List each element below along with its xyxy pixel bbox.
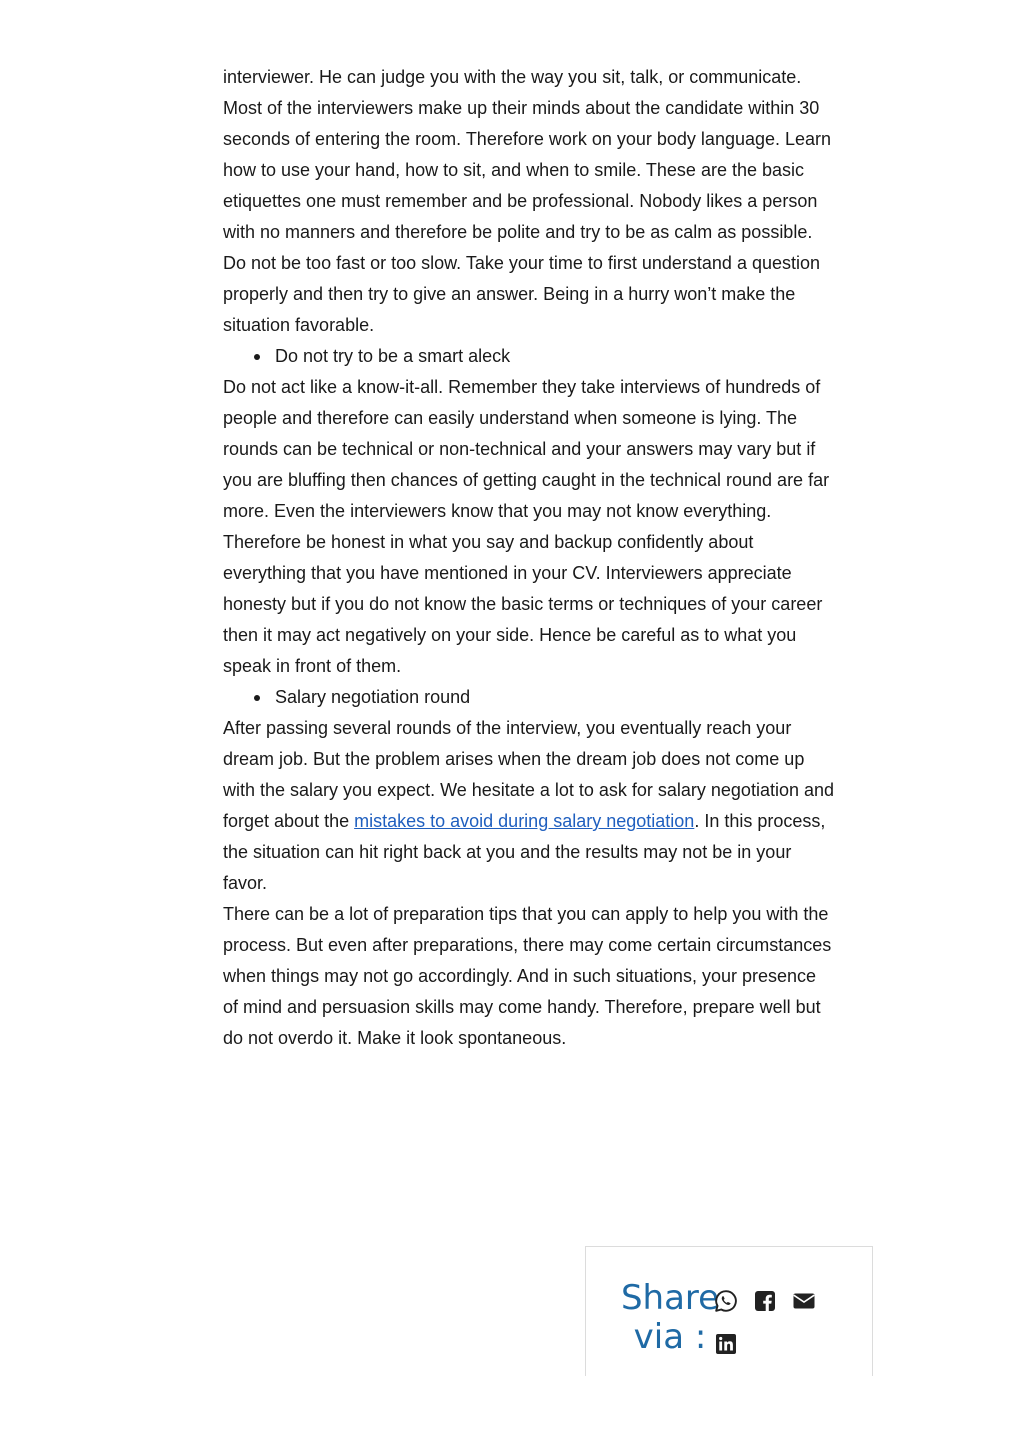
linkedin-icon[interactable] (714, 1332, 738, 1356)
email-icon[interactable] (792, 1289, 816, 1313)
paragraph-salary (223, 713, 835, 899)
share-box (585, 1246, 873, 1376)
paragraph-know-it-all: Do not act like a know-it-all. Remember they take interviews of hundreds of people and therefore can easily understand when someone is lying. The rounds can be technical or non-technical and your answers may vary but if you are bluffing then chances of getting caught in the technical round are far more. Even the interviewers know that you may not know everything. Therefore be honest in what you say and backup confidently about everything that you have mentioned in your CV. Interviewers appreciate honesty but if you do not know the basic terms or techniques of your career then it may act negatively on your side. Hence be careful as to what you speak in front of them. (223, 377, 830, 676)
paragraph-preparation: There can be a lot of preparation tips that you can apply to help you with the process. But even after preparations, there may come certain circumstances when things may not go accordingly. And in such situations, your presence of mind and persuasion skills may come handy. Therefore, prepare well but do not overdo it. Make it look spontaneous. (223, 904, 832, 1048)
bullet-salary-negotiation: Salary negotiation round (223, 682, 835, 713)
paragraph-salary-text-after: . In this process, the situation can hit right back at you and the results may not be in your favor. (223, 811, 826, 893)
facebook-icon[interactable] (753, 1289, 777, 1313)
share-label: Share via : (620, 1278, 720, 1357)
whatsapp-icon[interactable] (714, 1289, 738, 1313)
salary-mistakes-link[interactable]: mistakes to avoid during salary negotiation (354, 811, 695, 831)
article-body (223, 62, 835, 1054)
paragraph-salary-text-before: After passing several rounds of the interview, you eventually reach your dream job. But the problem arises when the dream job does not come up with the salary you expect. We hesitate a lot to ask for salary negotiation and forget about the (223, 718, 835, 831)
paragraph-body-language: interviewer. He can judge you with the way you sit, talk, or communicate. Most of the interviewers make up their minds about the candidate within 30 seconds of entering the room. Therefore work on your body language. Learn how to use your hand, how to sit, and when to smile. These are the basic etiquettes one must remember and be professional. Nobody likes a person with no manners and therefore be polite and try to be as calm as possible. Do not be too fast or too slow. Take your time to first understand a question properly and then try to give an answer. Being in a hurry won’t make the situation favorable. (223, 67, 832, 335)
bullet-smart-aleck: Do not try to be a smart aleck (223, 341, 835, 372)
